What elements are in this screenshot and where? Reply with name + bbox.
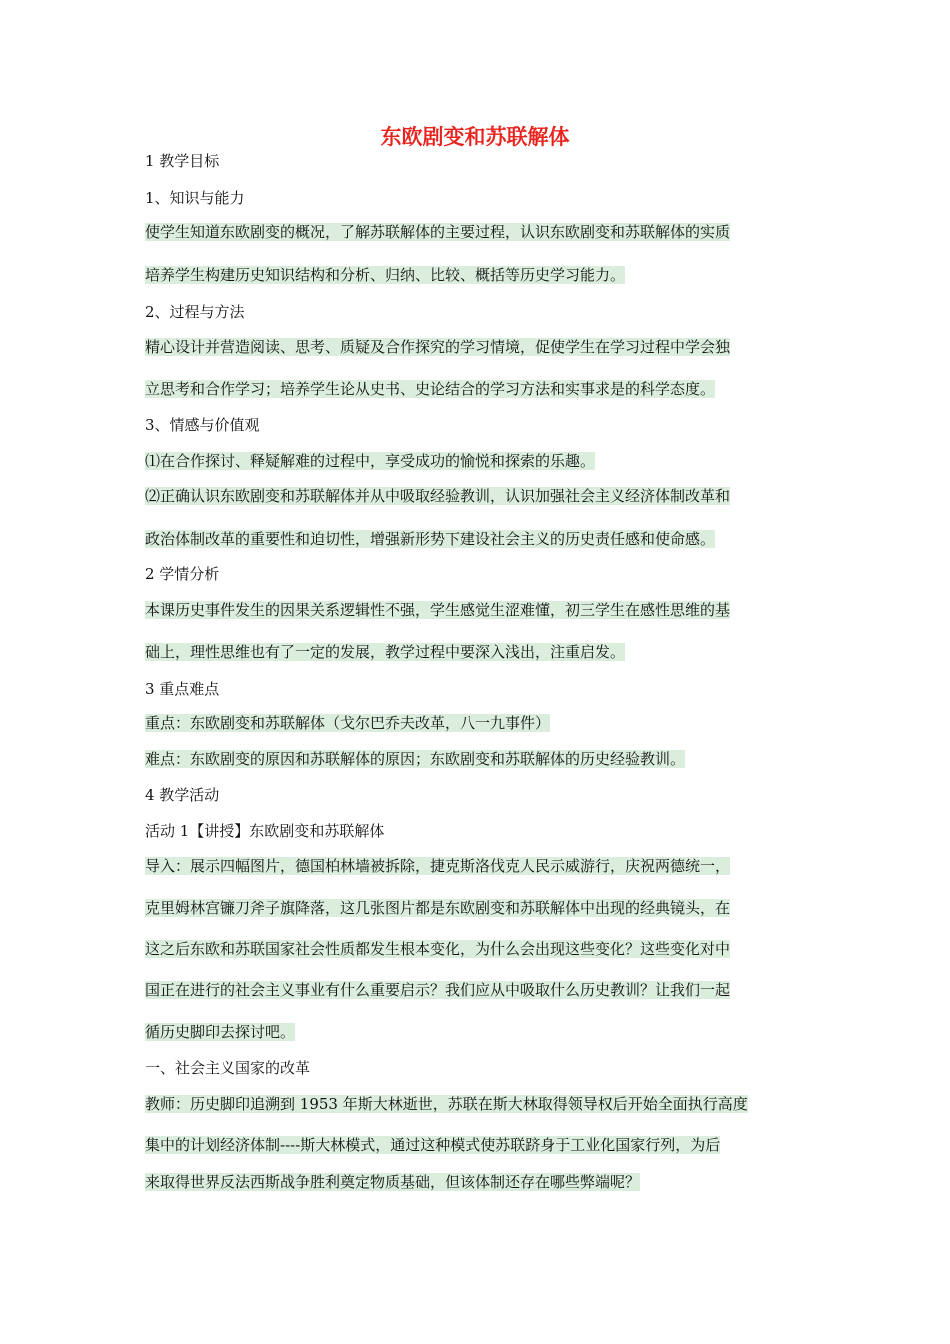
paragraph-line (145, 414, 810, 436)
paragraph-line (145, 712, 810, 734)
paragraph-line (145, 528, 810, 550)
line-text: 2 学情分析 (145, 565, 220, 583)
line-text: 4 教学活动 (145, 786, 220, 804)
line-text: 2、过程与方法 (145, 303, 245, 321)
line-text: ⑵正确认识东欧剧变和苏联解体并从中吸取经验教训，认识加强社会主义经济体制改革和 (145, 487, 731, 505)
document-title: 东欧剧变和苏联解体 (380, 124, 570, 149)
paragraph-line (145, 450, 810, 472)
paragraph-line (145, 264, 810, 286)
paragraph-line (145, 897, 810, 919)
line-text: ⑴在合作探讨、释疑解难的过程中，享受成功的愉悦和探索的乐趣。 (145, 452, 596, 470)
paragraph-line (145, 301, 810, 323)
line-text: 集中的计划经济体制----斯大林模式，通过这种模式使苏联跻身于工业化国家行列，为后 (145, 1136, 721, 1154)
line-text: 重点：东欧剧变和苏联解体（戈尔巴乔夫改革，八一九事件） (145, 714, 551, 732)
line-text: 克里姆林宫镰刀斧子旗降落，这几张图片都是东欧剧变和苏联解体中出现的经典镜头，在 (145, 899, 731, 917)
paragraph-line (145, 748, 810, 770)
line-text: 本课历史事件发生的因果关系逻辑性不强，学生感觉生涩难懂，初三学生在感性思维的基 (145, 601, 731, 619)
paragraph-line (145, 1021, 810, 1043)
line-text: 导入：展示四幅图片，德国柏林墙被拆除，捷克斯洛伐克人民示威游行，庆祝两德统一， (145, 857, 731, 875)
paragraph-line (145, 187, 810, 209)
paragraph-line (145, 938, 810, 960)
line-text: 活动 1【讲授】东欧剧变和苏联解体 (145, 822, 385, 840)
line-text: 础上，理性思维也有了一定的发展，教学过程中要深入浅出，注重启发。 (145, 643, 626, 661)
line-text: 3、情感与价值观 (145, 416, 260, 434)
paragraph-line (145, 641, 810, 663)
line-text: 这之后东欧和苏联国家社会性质都发生根本变化，为什么会出现这些变化？这些变化对中 (145, 940, 731, 958)
line-text: 教师：历史脚印追溯到 1953 年斯大林逝世，苏联在斯大林取得领导权后开始全面执行高度 (145, 1095, 748, 1113)
line-text: 精心设计并营造阅读、思考、质疑及合作探究的学习情境，促使学生在学习过程中学会独 (145, 338, 731, 356)
line-text: 一、社会主义国家的改革 (145, 1059, 311, 1077)
line-text: 培养学生构建历史知识结构和分析、归纳、比较、概括等历史学习能力。 (145, 266, 626, 284)
paragraph-line (145, 855, 810, 877)
paragraph-line (145, 485, 810, 507)
line-text: 1、知识与能力 (145, 189, 245, 207)
paragraph-line (145, 563, 810, 585)
paragraph-line (145, 784, 810, 806)
line-text: 使学生知道东欧剧变的概况，了解苏联解体的主要过程，认识东欧剧变和苏联解体的实质 (145, 223, 731, 241)
line-text: 来取得世界反法西斯战争胜利奠定物质基础，但该体制还存在哪些弊端呢？ (145, 1173, 641, 1191)
line-text: 立思考和合作学习；培养学生论从史书、史论结合的学习方法和实事求是的科学态度。 (145, 380, 716, 398)
paragraph-line (145, 1171, 810, 1193)
paragraph-line (145, 221, 810, 243)
paragraph-line (145, 599, 810, 621)
line-text: 3 重点难点 (145, 680, 220, 698)
paragraph-line (145, 1057, 810, 1079)
paragraph-line (145, 1093, 810, 1115)
paragraph-line (145, 378, 810, 400)
line-text: 难点：东欧剧变的原因和苏联解体的原因；东欧剧变和苏联解体的历史经验教训。 (145, 750, 686, 768)
paragraph-line (145, 979, 810, 1001)
line-text: 国正在进行的社会主义事业有什么重要启示？我们应从中吸取什么历史教训？让我们一起 (145, 981, 731, 999)
paragraph-line (145, 336, 810, 358)
line-text: 政治体制改革的重要性和迫切性，增强新形势下建设社会主义的历史责任感和使命感。 (145, 530, 716, 548)
paragraph-line (145, 150, 810, 172)
paragraph-line (145, 678, 810, 700)
line-text: 1 教学目标 (145, 152, 220, 170)
paragraph-line (145, 820, 810, 842)
paragraph-line (145, 1134, 810, 1156)
line-text: 循历史脚印去探讨吧。 (145, 1023, 296, 1041)
